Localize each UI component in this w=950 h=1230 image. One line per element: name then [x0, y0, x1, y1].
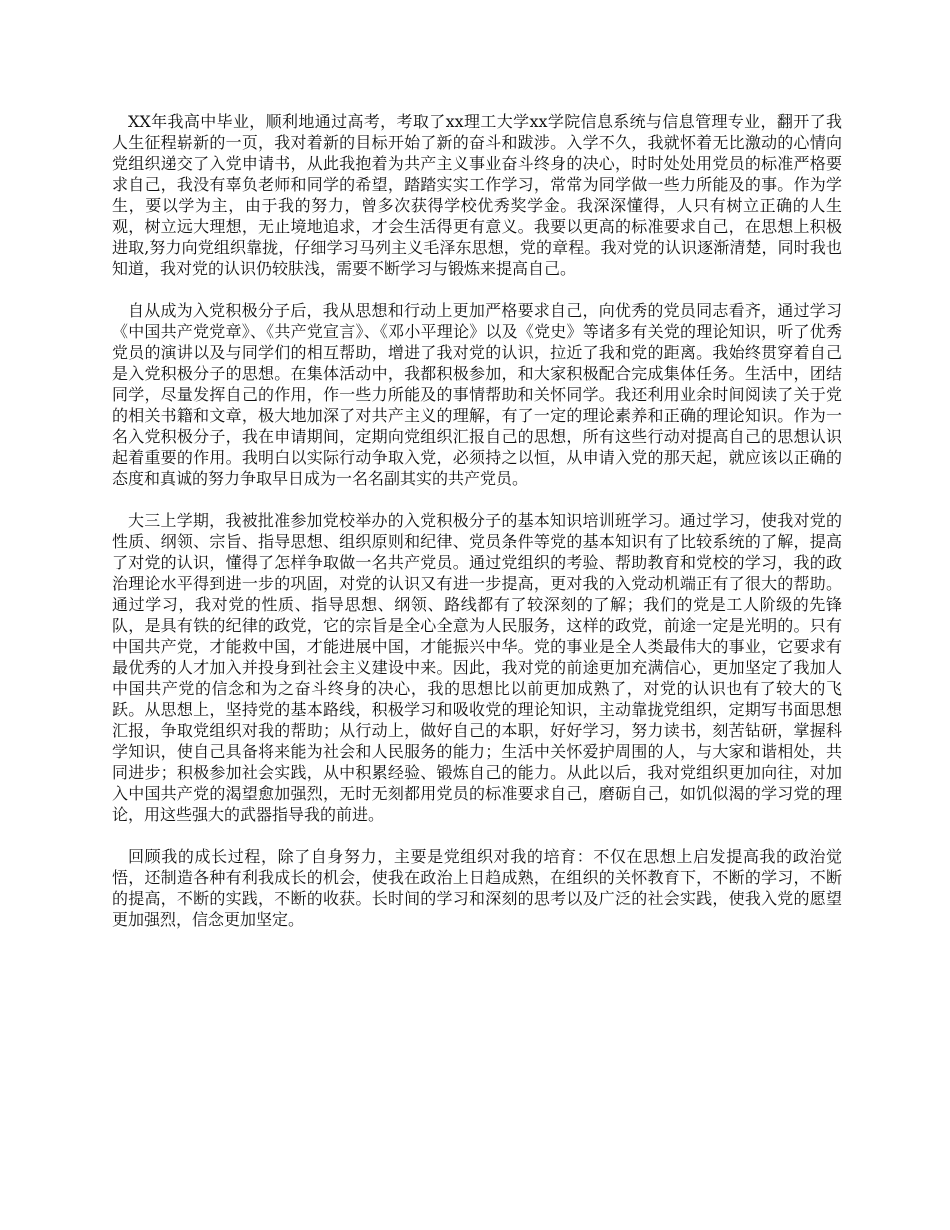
- paragraph-4: 回顾我的成长过程，除了自身努力，主要是党组织对我的培育：不仅在思想上启发提高我的政治觉悟，还制造各种有利我成长的机会，使我在政治上日趋成熟，在组织的关怀教育下，不断的学习，不断的提高，不断的实践，不断的收获。长时间的学习和深刻的思考以及广泛的社会实践，使我入党的愿望更加强烈，信念更加坚定。: [112, 847, 842, 929]
- paragraph-1: XX年我高中毕业，顺利地通过高考，考取了xx理工大学xx学院信息系统与信息管理专业，翻开了我人生征程崭新的一页，我对着新的目标开始了新的奋斗和跋涉。入学不久，我就怀着无比激动的心情向党组织递交了入党申请书，从此我抱着为共产主义事业奋斗终身的决心，时时处处用党员的标准严格要求自己，我没有辜负老师和同学的希望，踏踏实实工作学习，常常为同学做一些力所能及的事。作为学生，要以学为主，由于我的努力，曾多次获得学校优秀奖学金。我深深懂得，人只有树立正确的人生观，树立远大理想，无止境地追求，才会生活得更有意义。我要以更高的标准要求自己，在思想上积极进取,努力向党组织靠拢，仔细学习马列主义毛泽东思想，党的章程。我对党的认识逐渐清楚，同时我也知道，我对党的认识仍较肤浅，需要不断学习与锻炼来提高自己。: [112, 112, 842, 278]
- paragraph-2: 自从成为入党积极分子后，我从思想和行动上更加严格要求自己，向优秀的党员同志看齐，通过学习《中国共产党党章》、《共产党宣言》、《邓小平理论》以及《党史》等诸多有关党的理论知识，听了优秀党员的演讲以及与同学们的相互帮助，增进了我对党的认识，拉近了我和党的距离。我始终贯穿着自己是入党积极分子的思想。在集体活动中，我都积极参加，和大家积极配合完成集体任务。生活中，团结同学，尽量发挥自己的作用，作一些力所能及的事情帮助和关怀同学。我还利用业余时间阅读了关于党的相关书籍和文章，极大地加深了对共产主义的理解，有了一定的理论素养和正确的理论知识。作为一名入党积极分子，我在申请期间，定期向党组织汇报自己的思想，所有这些行动对提高自己的思想认识起着重要的作用。我明白以实际行动争取入党，必须持之以恒，从申请入党的那天起，就应该以正确的态度和真诚的努力争取早日成为一名名副其实的共产党员。: [112, 301, 842, 488]
- paragraph-3: 大三上学期，我被批准参加党校举办的入党积极分子的基本知识培训班学习。通过学习，使我对党的性质、纲领、宗旨、指导思想、组织原则和纪律、党员条件等党的基本知识有了比较系统的了解，提高了对党的认识，懂得了怎样争取做一名共产党员。通过党组织的考验、帮助教育和党校的学习，我的政治理论水平得到进一步的巩固，对党的认识又有进一步提高，更对我的入党动机端正有了很大的帮助。通过学习，我对党的性质、指导思想、纲领、路线都有了较深刻的了解；我们的党是工人阶级的先锋队，是具有铁的纪律的政党，它的宗旨是全心全意为人民服务，这样的政党，前途一定是光明的。只有中国共产党，才能救中国，才能进展中国，才能振兴中华。党的事业是全人类最伟大的事业，它要求有最优秀的人才加入并投身到社会主义建设中来。因此，我对党的前途更加充满信心，更加坚定了我加人中国共产党的信念和为之奋斗终身的决心，我的思想比以前更加成熟了，对党的认识也有了较大的飞跃。从思想上，坚持党的基本路线，积极学习和吸收党的理论知识，主动靠拢党组织，定期写书面思想汇报，争取党组织对我的帮助；从行动上，做好自己的本职，好好学习，努力读书，刻苦钻研，掌握科学知识，使自己具备将来能为社会和人民服务的能力；生活中关怀爱护周围的人，与大家和谐相处，共同进步；积极参加社会实践，从中积累经验、锻炼自己的能力。从此以后，我对党组织更加向往，对加入中国共产党的渴望愈加强烈，无时无刻都用党员的标准要求自己，磨砺自己，如饥似渴的学习党的理论，用这些强大的武器指导我的前进。: [112, 511, 842, 824]
- document-body: [112, 111, 842, 951]
